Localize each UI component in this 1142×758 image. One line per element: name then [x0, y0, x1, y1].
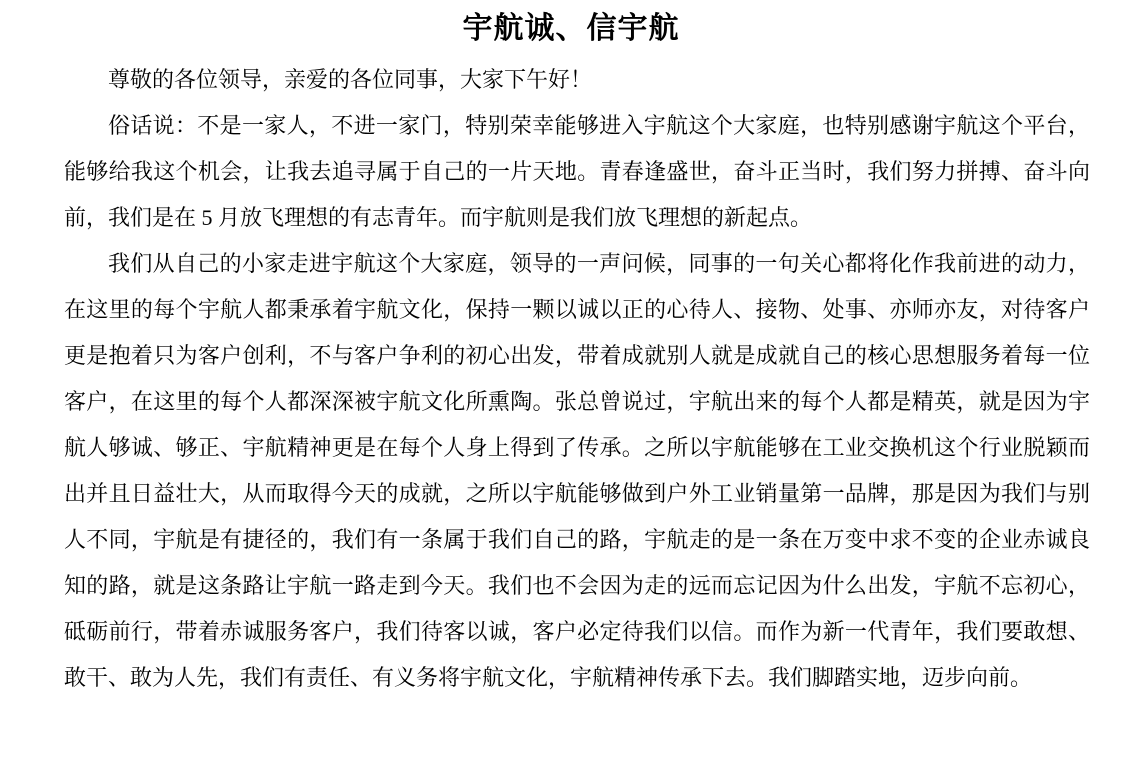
- document-title: 宇航诚、信宇航: [462, 12, 680, 45]
- document-body: [0, 57, 1142, 701]
- paragraph-intro: 俗话说：不是一家人，不进一家门，特别荣幸能够进入宇航这个大家庭，也特别感谢宇航这个平台，能够给我这个机会，让我去追寻属于自己的一片天地。青春逢盛世，奋斗正当时，我们努力拼搏、奋斗向前，我们是在 5 月放飞理想的有志青年。而宇航则是我们放飞理想的新起点。: [64, 113, 1090, 230]
- paragraph-greeting: 尊敬的各位领导，亲爱的各位同事，大家下午好！: [108, 67, 593, 92]
- paragraph-main: 我们从自己的小家走进宇航这个大家庭，领导的一声问候，同事的一句关心都将化作我前进的动力，在这里的每个宇航人都秉承着宇航文化，保持一颗以诚以正的心待人、接物、处事、亦师亦友，对待客户更是抱着只为客户创利，不与客户争利的初心出发，带着成就别人就是成就自己的核心思想服务着每一位客户，在这里的每个人都深深被宇航文化所熏陶。张总曾说过，宇航出来的每个人都是精英，就是因为宇航人够诚、够正、宇航精神更是在每个人身上得到了传承。之所以宇航能够在工业交换机这个行业脱颖而出并且日益壮大，从而取得今天的成就，之所以宇航能够做到户外工业销量第一品牌，那是因为我们与别人不同，宇航是有捷径的，我们有一条属于我们自己的路，宇航走的是一条在万变中求不变的企业赤诚良知的路，就是这条路让宇航一路走到今天。我们也不会因为走的远而忘记因为什么出发，宇航不忘初心，砥砺前行，带着赤诚服务客户，我们待客以诚，客户必定待我们以信。而作为新一代青年，我们要敢想、敢干、敢为人先，我们有责任、有义务将宇航文化，宇航精神传承下去。我们脚踏实地，迈步向前。: [64, 251, 1090, 690]
